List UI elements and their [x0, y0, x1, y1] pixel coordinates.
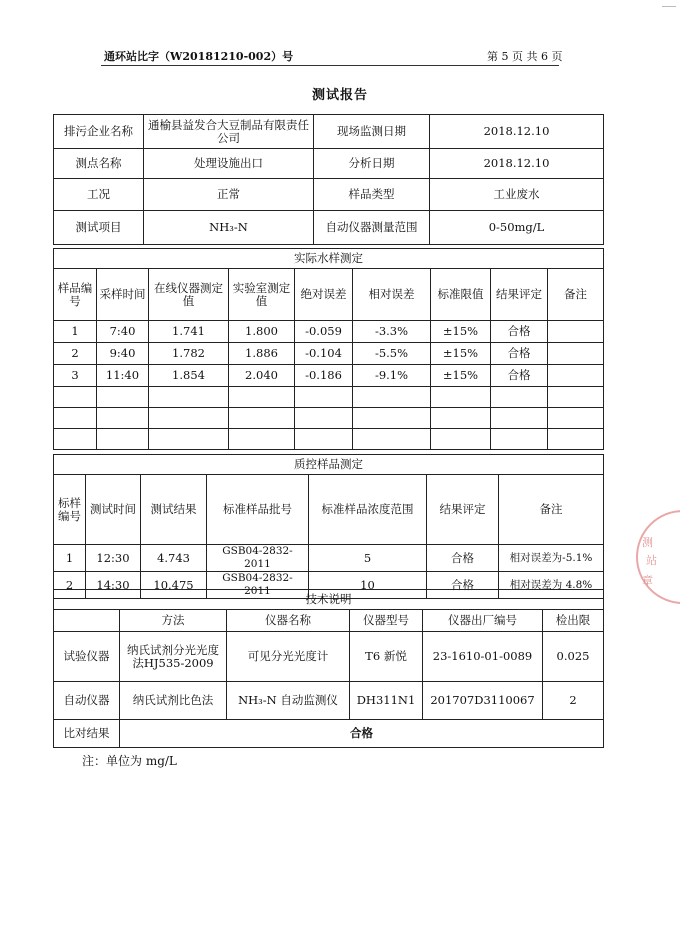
cell: 合格 — [427, 545, 499, 572]
water-table — [53, 248, 604, 450]
cell: 4.743 — [141, 545, 207, 572]
cell: -0.104 — [295, 343, 353, 365]
cell: 相对误差为-5.1% — [499, 545, 604, 572]
water-header-cell: 相对误差 — [353, 269, 431, 321]
empty-row — [54, 387, 604, 408]
cell: 9:40 — [97, 343, 149, 365]
qc-header-cell: 结果评定 — [427, 475, 499, 545]
monitor-date-value: 2018.12.10 — [430, 115, 604, 149]
point-value: 处理设施出口 — [144, 149, 314, 179]
cell: ±15% — [431, 365, 491, 387]
cell: 合格 — [427, 572, 499, 599]
cell: 合格 — [491, 365, 548, 387]
table-row — [54, 365, 604, 387]
cell: GSB04-2832-2011 — [207, 545, 309, 572]
cell: 10 — [309, 572, 427, 599]
condition-label: 工况 — [54, 179, 144, 211]
item-label: 测试项目 — [54, 211, 144, 245]
qc-section-title: 质控样品测定 — [54, 455, 604, 475]
cell: GSB04-2832-2011 — [207, 572, 309, 599]
tech-header-cell: 仪器名称 — [227, 610, 350, 632]
info-table — [53, 114, 604, 245]
cell: 合格 — [491, 343, 548, 365]
monitor-date-label: 现场监测日期 — [314, 115, 430, 149]
water-header-cell: 备注 — [548, 269, 604, 321]
test-model: T6 新悦 — [350, 632, 423, 682]
cell: ±15% — [431, 321, 491, 343]
cell: 合格 — [491, 321, 548, 343]
analysis-date-value: 2018.12.10 — [430, 149, 604, 179]
cell: 1.854 — [149, 365, 229, 387]
table-row — [54, 321, 604, 343]
water-header-cell: 标准限值 — [431, 269, 491, 321]
cell: 1.886 — [229, 343, 295, 365]
company-label: 排污企业名称 — [54, 115, 144, 149]
cell: 2 — [54, 343, 97, 365]
cell: -5.5% — [353, 343, 431, 365]
range-label: 自动仪器测量范围 — [314, 211, 430, 245]
auto-name: NH₃-N 自动监测仪 — [227, 682, 350, 720]
tech-header-cell: 检出限 — [543, 610, 604, 632]
empty-row — [54, 429, 604, 450]
cell: ±15% — [431, 343, 491, 365]
cell: 10.475 — [141, 572, 207, 599]
sample-type-value: 工业废水 — [430, 179, 604, 211]
cell: 7:40 — [97, 321, 149, 343]
cell: 12:30 — [86, 545, 141, 572]
table-row — [54, 343, 604, 365]
cell: 相对误差为 4.8% — [499, 572, 604, 599]
cell: 1.800 — [229, 321, 295, 343]
cell: 5 — [309, 545, 427, 572]
tech-table — [53, 589, 604, 748]
cell: 1.741 — [149, 321, 229, 343]
qc-header-cell: 标准样品浓度范围 — [309, 475, 427, 545]
cell — [548, 365, 604, 387]
test-limit: 0.025 — [543, 632, 604, 682]
table-row — [54, 720, 604, 748]
cell: -9.1% — [353, 365, 431, 387]
result-label: 比对结果 — [54, 720, 120, 748]
report-title: 测试报告 — [311, 88, 368, 103]
official-seal — [636, 510, 680, 604]
auto-serial: 201707D3110067 — [423, 682, 543, 720]
qc-table — [53, 454, 604, 599]
cell: 2 — [54, 572, 86, 599]
cell: -3.3% — [353, 321, 431, 343]
cell: 1.782 — [149, 343, 229, 365]
cell — [548, 321, 604, 343]
qc-header-cell: 备注 — [499, 475, 604, 545]
auto-limit: 2 — [543, 682, 604, 720]
seal-char: 测 — [642, 536, 653, 549]
tech-header-cell: 仪器型号 — [350, 610, 423, 632]
doc-number: 通环站比字（W20181210-002）号 — [104, 50, 294, 63]
water-header-cell: 结果评定 — [491, 269, 548, 321]
auto-method: 纳氏试剂比色法 — [120, 682, 227, 720]
qc-header-cell: 标样编号 — [54, 475, 86, 545]
item-value: NH₃-N — [144, 211, 314, 245]
test-name: 可见分光光度计 — [227, 632, 350, 682]
auto-model: DH311N1 — [350, 682, 423, 720]
tech-section-title: 技术说明 — [54, 590, 604, 610]
water-header-cell: 实验室测定值 — [229, 269, 295, 321]
qc-header-cell: 测试结果 — [141, 475, 207, 545]
water-header-cell: 绝对误差 — [295, 269, 353, 321]
condition-value: 正常 — [144, 179, 314, 211]
tech-corner — [54, 610, 120, 632]
seal-char: 站 — [646, 554, 657, 567]
result-value: 合格 — [120, 720, 604, 748]
cell: 11:40 — [97, 365, 149, 387]
seal-char: 章 — [642, 574, 653, 587]
point-label: 测点名称 — [54, 149, 144, 179]
auto-label: 自动仪器 — [54, 682, 120, 720]
cell: 3 — [54, 365, 97, 387]
water-section-title: 实际水样测定 — [54, 249, 604, 269]
cell — [548, 343, 604, 365]
water-header-cell: 样品编号 — [54, 269, 97, 321]
unit-note: 注：单位为 mg/L — [82, 754, 177, 768]
table-row — [54, 632, 604, 682]
table-row — [54, 545, 604, 572]
tech-header-cell: 方法 — [120, 610, 227, 632]
page-info: 第 5 页 共 6 页 — [487, 50, 563, 63]
header-rule — [101, 65, 559, 66]
qc-header-cell: 测试时间 — [86, 475, 141, 545]
tech-header-cell: 仪器出厂编号 — [423, 610, 543, 632]
cell: -0.059 — [295, 321, 353, 343]
cell: 1 — [54, 545, 86, 572]
scan-mark — [662, 6, 676, 7]
test-label: 试验仪器 — [54, 632, 120, 682]
test-method: 纳氏试剂分光光度法HJ535-2009 — [120, 632, 227, 682]
sample-type-label: 样品类型 — [314, 179, 430, 211]
water-header-cell: 采样时间 — [97, 269, 149, 321]
cell: -0.186 — [295, 365, 353, 387]
company-value: 通榆县益发合大豆制品有限责任公司 — [144, 115, 314, 149]
empty-row — [54, 408, 604, 429]
table-row — [54, 682, 604, 720]
cell: 14:30 — [86, 572, 141, 599]
range-value: 0-50mg/L — [430, 211, 604, 245]
water-header-cell: 在线仪器测定值 — [149, 269, 229, 321]
cell: 2.040 — [229, 365, 295, 387]
qc-header-cell: 标准样品批号 — [207, 475, 309, 545]
cell: 1 — [54, 321, 97, 343]
analysis-date-label: 分析日期 — [314, 149, 430, 179]
test-serial: 23-1610-01-0089 — [423, 632, 543, 682]
